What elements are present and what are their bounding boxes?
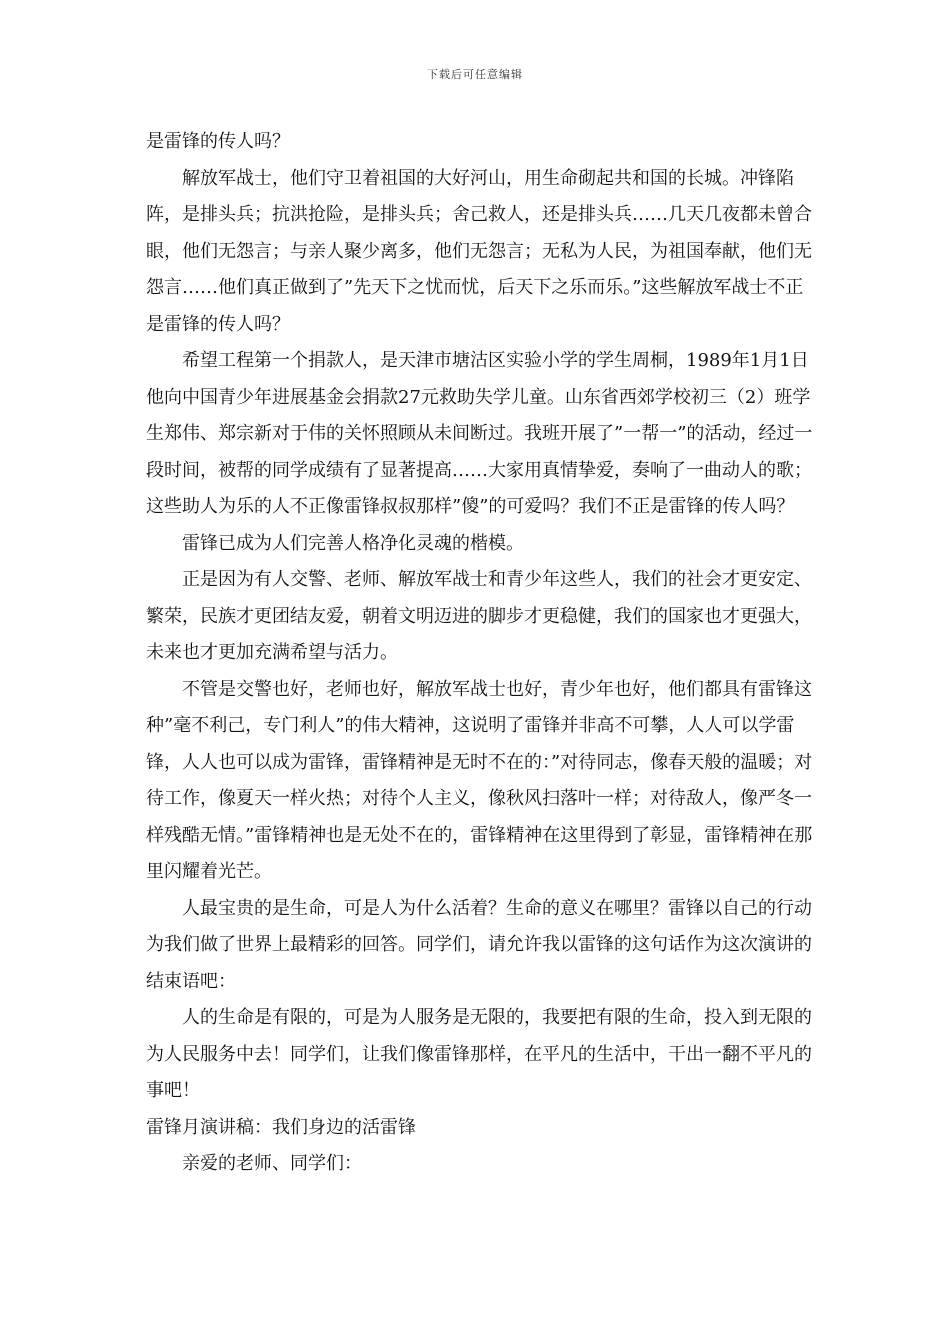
paragraph-society: 正是因为有人交警、老师、解放军战士和青少年这些人，我们的社会才更安定、繁荣，民族才更团结友爱，朝着文明迈进的脚步才更稳健，我们的国家也才更强大，未来也才更加充满希望与活力。	[146, 569, 812, 663]
section-title: 雷锋月演讲稿：我们身边的活雷锋	[146, 1116, 416, 1138]
paragraph-spirit: 不管是交警也好，老师也好，解放军战士也好，青少年也好，他们都具有雷锋这种”毫不利己，专门利人”的伟大精神，这说明了雷锋并非高不可攀，人人可以学雷锋，人人也可以成为雷锋，雷锋精神是无时不在的：”对待同志，像春天般的温暖；对待工作，像夏天一样火热；对待个人主义，像秋风扫落叶一样；对待敌人，像严冬一样残酷无情。”雷锋精神也是无处不在的，雷锋精神在这里得到了彰显，雷锋精神在那里闪耀着光芒。	[146, 678, 813, 882]
paragraph-role-model: 雷锋已成为人们完善人格净化灵魂的楷模。	[182, 532, 524, 554]
paragraph-meaning-of-life: 人最宝贵的是生命，可是人为什么活着？生命的意义在哪里？雷锋以自己的行动为我们做了世界上最精彩的回答。同学们，请允许我以雷锋的这句话作为这次演讲的结束语吧：	[146, 897, 812, 992]
paragraph-closing-quote: 人的生命是有限的，可是为人服务是无限的，我要把有限的生命，投入到无限的为人民服务中去！同学们，让我们像雷锋那样，在平凡的生活中，干出一翻不平凡的事吧！	[146, 1007, 812, 1101]
paragraph-soldiers: 解放军战士，他们守卫着祖国的大好河山，用生命砌起共和国的长城。冲锋陷阵，是排头兵；抗洪抢险，是排头兵；舍己救人，还是排头兵……几天几夜都未曾合眼，他们无怨言；与亲人聚少离多，他们无怨言；无私为人民，为祖国奉献，他们无怨言……他们真正做到了”先天下之忧而忧，后天下之乐而乐。”这些解放军战士不正是雷锋的传人吗？	[146, 167, 812, 335]
page-header-note: 下载后可任意编辑	[427, 68, 523, 81]
document-body	[146, 124, 816, 1183]
paragraph-continuation: 是雷锋的传人吗？	[146, 131, 290, 152]
paragraph-salutation: 亲爱的老师、同学们：	[182, 1153, 362, 1174]
paragraph-hope-project: 希望工程第一个捐款人，是天津市塘沽区实验小学的学生周桐，1989年1月1日他向中国青少年进展基金会捐款27元救助失学儿童。山东省西郊学校初三（2）班学生郑伟、郑宗新对于伟的关怀照顾从未间断过。我班开展了”一帮一”的活动，经过一段时间，被帮的同学成绩有了显著提高……大家用真情挚爱，奏响了一曲动人的歌；这些助人为乐的人不正像雷锋叔叔那样”傻”的可爱吗？我们不正是雷锋的传人吗？	[146, 350, 813, 517]
